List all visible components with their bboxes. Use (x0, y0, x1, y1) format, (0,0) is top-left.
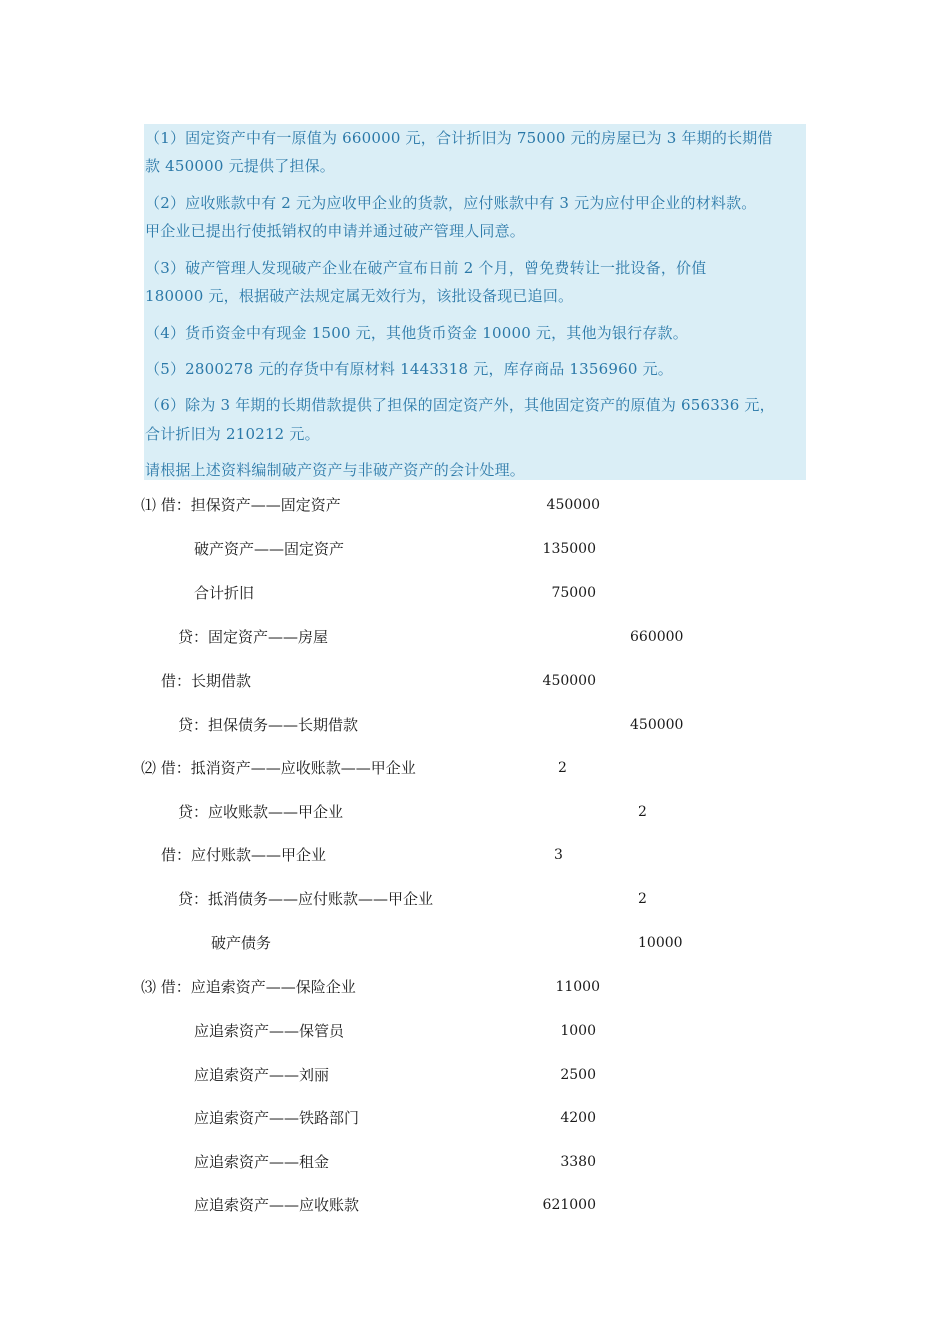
credit-amount: 660000 (630, 629, 684, 645)
entry-label: ⑴ 借：担保资产——固定资产 (141, 496, 341, 514)
entry-label: 贷：抵消债务——应付账款——甲企业 (178, 890, 434, 908)
credit-amount: 450000 (630, 717, 684, 733)
question-line: 合计折旧为 210212 元。 (145, 425, 320, 443)
question-line: （4）货币资金中有现金 1500 元，其他货币资金 10000 元，其他为银行存款。 (145, 324, 688, 342)
debit-amount: 4200 (560, 1110, 596, 1126)
question-line: 甲企业已提出行使抵销权的申请并通过破产管理人同意。 (145, 222, 526, 240)
entry-label: 合计折旧 (194, 584, 255, 602)
debit-amount: 621000 (542, 1197, 596, 1213)
debit-amount: 1000 (560, 1023, 596, 1039)
entry-label: 应追索资产——铁路部门 (194, 1109, 360, 1127)
debit-amount: 450000 (542, 673, 596, 689)
debit-amount: 3 (554, 847, 563, 863)
entry-label: 应追索资产——保管员 (194, 1022, 345, 1040)
credit-amount: 10000 (638, 935, 683, 951)
entry-label: ⑵ 借：抵消资产——应收账款——甲企业 (141, 759, 416, 777)
question-line: 请根据上述资料编制破产资产与非破产资产的会计处理。 (145, 461, 526, 479)
question-line: （1）固定资产中有一原值为 660000 元，合计折旧为 75000 元的房屋已为 3 年期的长期借 (145, 129, 773, 147)
question-line: 款 450000 元提供了担保。 (145, 157, 335, 175)
credit-amount: 2 (638, 804, 647, 820)
entry-label: 应追索资产——应收账款 (194, 1196, 360, 1214)
debit-amount: 11000 (555, 979, 600, 995)
question-line: （3）破产管理人发现破产企业在破产宣布日前 2 个月，曾免费转让一批设备，价值 (145, 259, 707, 277)
entry-label: 应追索资产——租金 (194, 1153, 330, 1171)
entry-label: 应追索资产——刘丽 (194, 1066, 330, 1084)
credit-amount: 2 (638, 891, 647, 907)
entry-label: 破产资产——固定资产 (194, 540, 345, 558)
entry-label: 贷：应收账款——甲企业 (178, 803, 344, 821)
question-line: （2）应收账款中有 2 元为应收甲企业的货款，应付账款中有 3 元为应付甲企业的材料款。 (145, 194, 757, 212)
entry-label: 贷：固定资产——房屋 (178, 628, 329, 646)
debit-amount: 75000 (551, 585, 596, 601)
entry-label: 借：长期借款 (161, 672, 252, 690)
question-line: （6）除为 3 年期的长期借款提供了担保的固定资产外，其他固定资产的原值为 656336 元， (145, 396, 775, 414)
debit-amount: 135000 (542, 541, 596, 557)
entry-label: 借：应付账款——甲企业 (161, 846, 327, 864)
question-line: 180000 元，根据破产法规定属无效行为，该批设备现已追回。 (145, 287, 574, 305)
question-line: （5）2800278 元的存货中有原材料 1443318 元，库存商品 1356960 元。 (145, 360, 673, 378)
debit-amount: 450000 (546, 497, 600, 513)
entry-label: 破产债务 (211, 934, 272, 952)
debit-amount: 2 (558, 760, 567, 776)
debit-amount: 3380 (560, 1154, 596, 1170)
debit-amount: 2500 (560, 1067, 596, 1083)
entry-label: 贷：担保债务——长期借款 (178, 716, 359, 734)
entry-label: ⑶ 借：应追索资产——保险企业 (141, 978, 356, 996)
